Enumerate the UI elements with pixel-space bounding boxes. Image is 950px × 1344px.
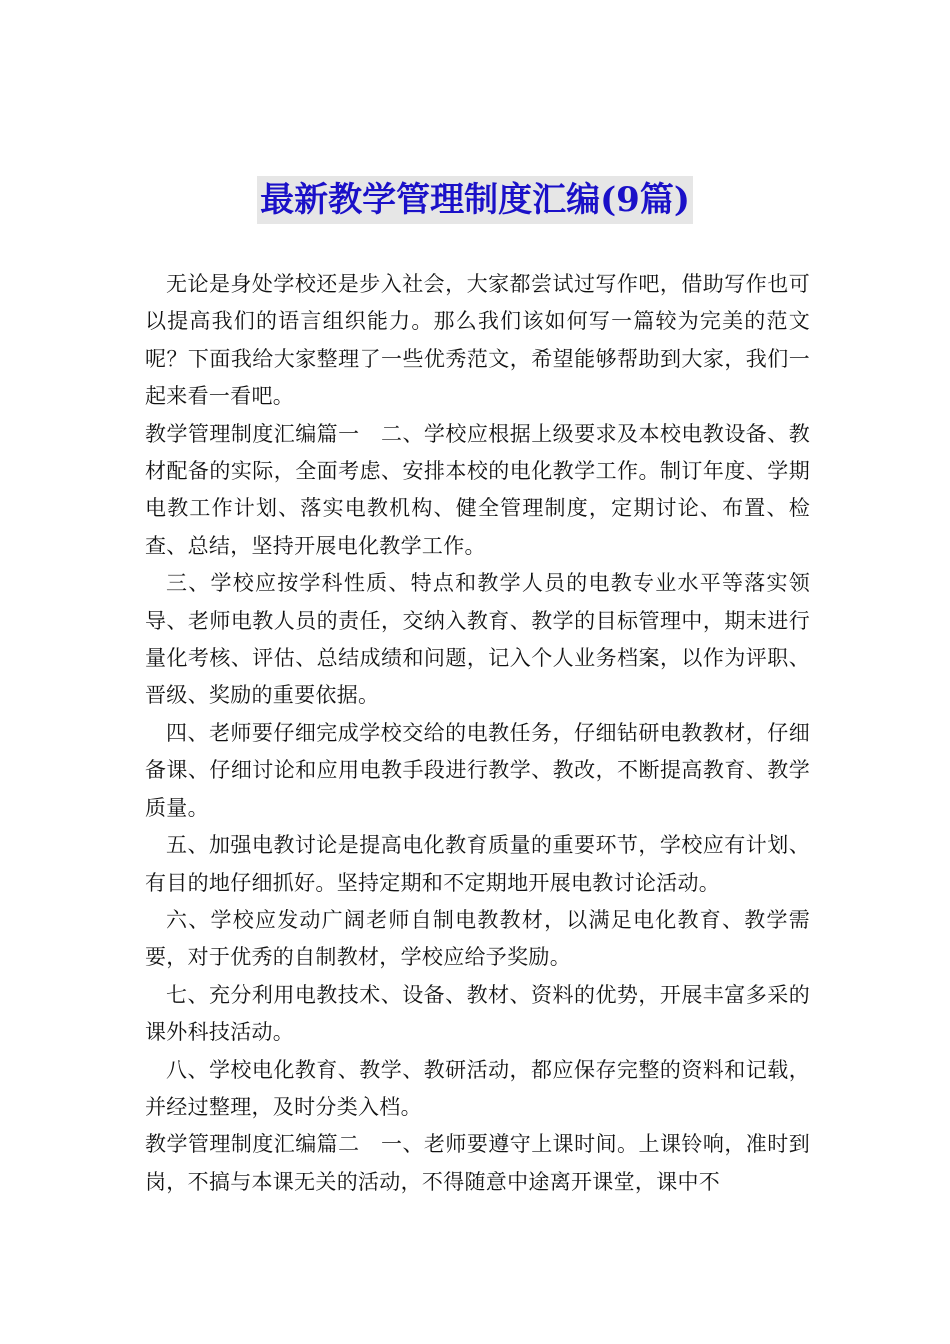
paragraph-item-seven: 七、充分利用电教技术、设备、教材、资料的优势，开展丰富多采的课外科技活动。: [145, 982, 810, 1045]
paragraph-item-four: 四、老师要仔细完成学校交给的电教任务，仔细钻研电教教材，仔细备课、仔细讨论和应用电教手段进行教学、教改，不断提高教育、教学质量。: [145, 720, 810, 820]
document-title: 最新教学管理制度汇编(9篇): [257, 176, 693, 224]
paragraph-item-eight: 八、学校电化教育、教学、教研活动，都应保存完整的资料和记载，并经过整理，及时分类入档。: [145, 1057, 810, 1119]
title-container: [0, 176, 950, 224]
document-body: [145, 266, 810, 1201]
paragraph-item-six: 六、学校应发动广阔老师自制电教教材，以满足电化教育、教学需要，对于优秀的自制教材，学校应给予奖励。: [145, 907, 810, 970]
paragraph-section-one: 教学管理制度汇编篇一 二、学校应根据上级要求及本校电教设备、教材配备的实际，全面考虑、安排本校的电化教学工作。制订年度、学期电教工作计划、落实电教机构、健全管理制度，定期讨论、布置、检查、总结，坚持开展电化教学工作。: [145, 421, 810, 558]
paragraph-intro: 无论是身处学校还是步入社会，大家都尝试过写作吧，借助写作也可以提高我们的语言组织能力。那么我们该如何写一篇较为完美的范文呢？下面我给大家整理了一些优秀范文，希望能够帮助到大家，我们一起来看一看吧。: [145, 272, 810, 409]
paragraph-item-three: 三、学校应按学科性质、特点和教学人员的电教专业水平等落实领导、老师电教人员的责任，交纳入教育、教学的目标管理中，期末进行量化考核、评估、总结成绩和问题，记入个人业务档案，以作为评职、晋级、奖励的重要依据。: [145, 571, 810, 708]
paragraph-item-five: 五、加强电教讨论是提高电化教育质量的重要环节，学校应有计划、有目的地仔细抓好。坚持定期和不定期地开展电教讨论活动。: [145, 833, 810, 895]
paragraph-section-two: 教学管理制度汇编篇二 一、老师要遵守上课时间。上课铃响，准时到岗，不搞与本课无关的活动，不得随意中途离开课堂，课中不: [145, 1132, 810, 1194]
